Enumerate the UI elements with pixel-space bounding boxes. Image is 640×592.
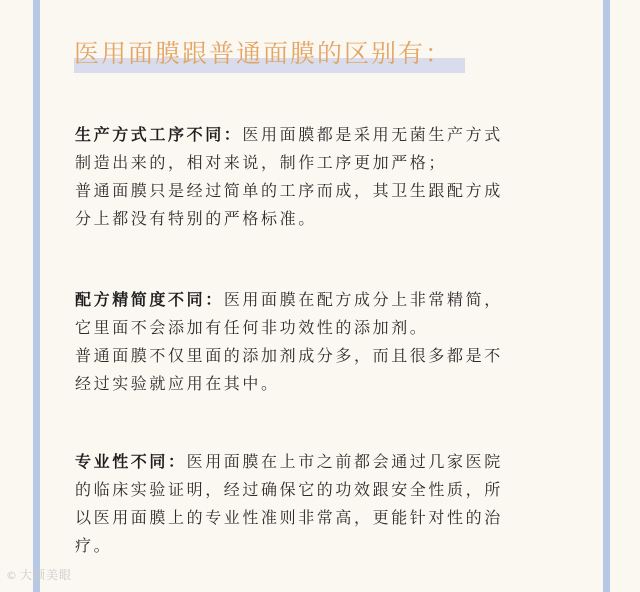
section-text-line: 疗。 xyxy=(75,536,113,555)
left-border-bar xyxy=(33,0,40,592)
watermark-logo-icon: © xyxy=(6,569,18,582)
section-professionalism xyxy=(75,448,595,560)
page-title: 医用面膜跟普通面膜的区别有： xyxy=(74,39,453,68)
section-text-line: 它里面不会添加有任何非功效性的添加剂。 xyxy=(75,318,429,337)
section-text-line: 医用面膜在上市之前都会通过几家医院 xyxy=(186,452,503,471)
section-production-process xyxy=(75,121,595,233)
section-text-line: 分上都没有特别的严格标准。 xyxy=(75,209,317,228)
title-block xyxy=(74,38,452,70)
section-text-line: 以医用面膜上的专业性准则非常高，更能针对性的治 xyxy=(75,508,503,527)
section-text-line: 医用面膜在配方成分上非常精简， xyxy=(223,290,503,309)
section-first-line xyxy=(75,121,595,149)
section-heading: 专业性不同： xyxy=(75,452,187,471)
watermark xyxy=(6,566,72,583)
section-heading: 生产方式工序不同： xyxy=(75,125,243,144)
watermark-text: 大颜美眼 xyxy=(20,568,73,582)
section-first-line xyxy=(75,448,595,476)
section-text-line: 的临床实验证明，经过确保它的功效跟安全性质，所 xyxy=(75,480,503,499)
right-border-bar xyxy=(603,0,610,592)
section-text-line: 普通面膜只是经过简单的工序而成，其卫生跟配方成 xyxy=(75,181,503,200)
section-text-line: 经过实验就应用在其中。 xyxy=(75,374,280,393)
section-formula-simplicity xyxy=(75,286,595,398)
section-text-line: 制造出来的，相对来说，制作工序更加严格； xyxy=(75,153,448,172)
section-text-line: 医用面膜都是采用无菌生产方式 xyxy=(242,125,503,144)
section-heading: 配方精简度不同： xyxy=(75,290,224,309)
section-first-line xyxy=(75,286,595,314)
section-text-line: 普通面膜不仅里面的添加剂成分多，而且很多都是不 xyxy=(75,346,503,365)
